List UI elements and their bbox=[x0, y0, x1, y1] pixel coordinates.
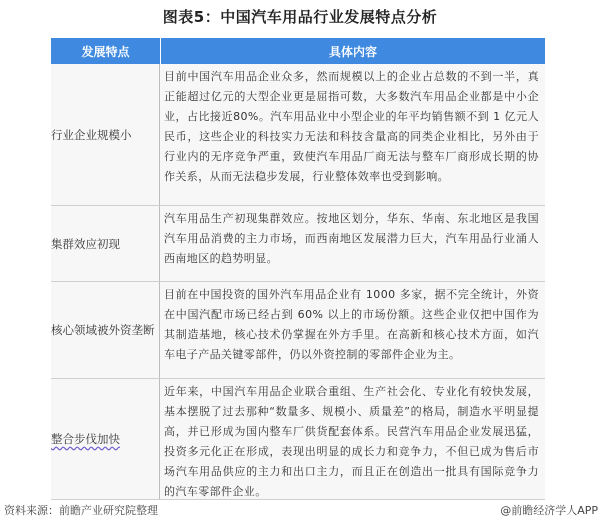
credit-note: @前瞻经济学人APP bbox=[500, 504, 598, 517]
header-feature: 发展特点 bbox=[51, 38, 161, 64]
figure-title: 图表5：中国汽车用品行业发展特点分析 bbox=[162, 8, 438, 26]
feature-text: 整合步伐加快 bbox=[51, 432, 120, 446]
characteristics-table bbox=[51, 38, 545, 500]
table-row bbox=[51, 64, 545, 206]
header-content: 具体内容 bbox=[328, 44, 377, 59]
content-cell: 近年来，中国汽车用品企业联合重组、生产社会化、专业化有较快发展，基本摆脱了过去那种“数量多、规模小、质量差”的格局，制造水平明显提高，并已形成为国内整车厂供货配套体系。民营汽车用品企业发展迅猛，投资多元化正在形成，表现出明显的成长力和竞争力，不但已成为售后市场汽车用品供应的主力和出口主力，而且正在创造出一批具有国际竞争力的汽车零部件企业。 bbox=[164, 385, 539, 498]
source-note: 资料来源：前瞻产业研究院整理 bbox=[4, 504, 158, 517]
feature-cell: 核心领域被外资垄断 bbox=[51, 282, 160, 378]
table-header bbox=[51, 38, 545, 64]
table-row bbox=[51, 206, 545, 282]
content-cell: 目前中国汽车用品企业众多，然而规模以上的企业占总数的不到一半，真正能超过亿元的大型企业更是屈指可数，大多数汽车用品企业都是中小企业，占比接近80%。汽车用品业中小型企业的年平均销售额不到 1 亿元人民币，这些企业的科技实力无法和科技含量高的同类企业相比，另外由于行业内的无序竞争严重，致使汽车用品厂商无法与整车厂商形成长期的协作关系，从而无法稳步发展，行业整体效率也受到影响。 bbox=[164, 70, 539, 183]
content-cell: 汽车用品生产初现集群效应。按地区划分，华东、华南、东北地区是我国汽车用品消费的主力市场，而西南地区发展潜力巨大，汽车用品行业涌人西南地区的趋势明显。 bbox=[164, 212, 539, 265]
feature-cell bbox=[51, 379, 160, 499]
table-row bbox=[51, 282, 545, 379]
feature-cell: 行业企业规模小 bbox=[51, 64, 160, 205]
content-cell: 目前在中国投资的国外汽车用品企业有 1000 多家，据不完全统计，外资在中国汽配市场已经占到 60% 以上的市场份额。这些企业仅把中国作为其制造基地，核心技术仍掌握在外方手里。在高新和核心技术方面，如汽车电子产品关键零部件，仍以外资控制的零部件企业为主。 bbox=[164, 288, 539, 361]
footer bbox=[4, 502, 598, 518]
feature-cell: 集群效应初现 bbox=[51, 206, 160, 281]
table-row bbox=[51, 379, 545, 500]
